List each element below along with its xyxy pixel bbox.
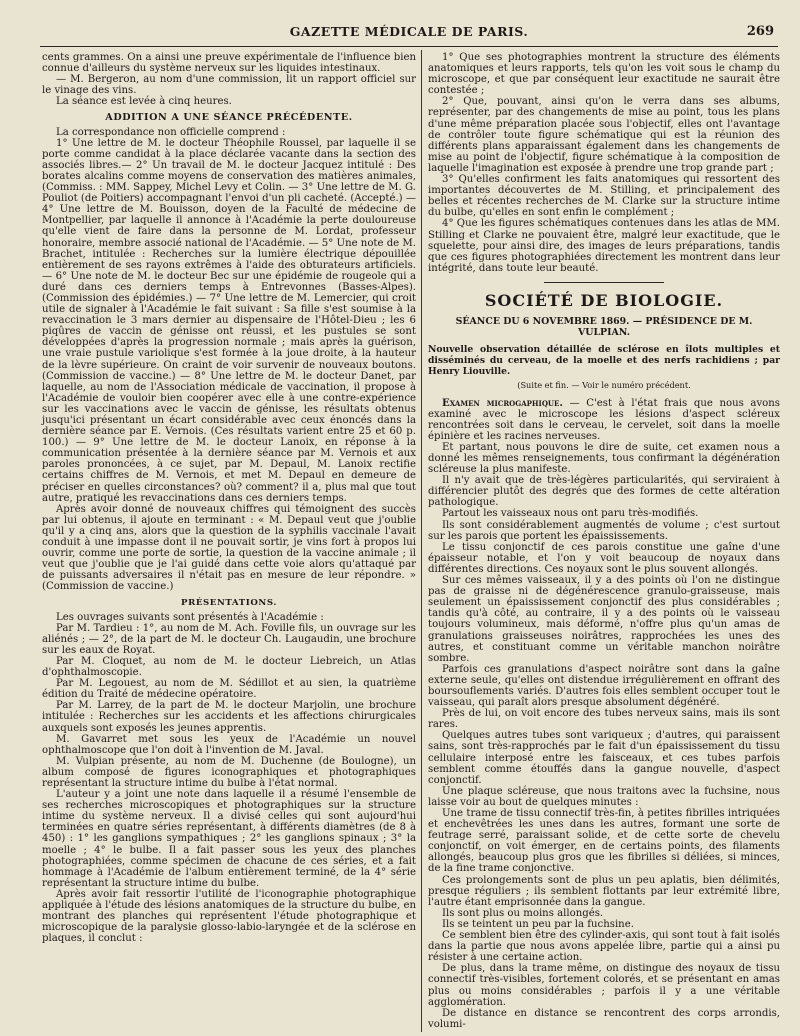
paragraph: Par M. Tardieu : 1°, au nom de M. Ach. Foville fils, un ouvrage sur les aliénés ; — 2°, de la part de M. le docteur Ch. Laugaudin, une brochure sur les eaux de Royat. [42, 622, 416, 656]
paragraph: Ils se teintent un peu par la fuchsine. [442, 918, 634, 930]
paragraph: Ils sont considérablement augmentés de volume ; c'est surtout sur les parois que portent les épaississements. [428, 519, 780, 542]
paragraph [428, 398, 780, 442]
paragraph: Par M. Larrey, de la part de M. le docteur Marjolin, une brochure intitulée : Recherches sur les accidents et les affections chirurgicales auxquels sont exposés les jeunes apprentis. [42, 700, 416, 734]
society-title: SOCIÉTÉ DE BIOLOGIE. [484, 290, 724, 310]
paragraph: cents grammes. On a ainsi une preuve expérimentale de l'influence bien connue d'ailleurs du système nerveux sur les liquides intestinaux. [42, 52, 416, 75]
paragraph: 1° Une lettre de M. le docteur Théophile Roussel, par laquelle il se porte comme candidat à la place déclarée vacante dans la section des associés libres.— 2° Un travail de M. le docteur Jacquez intitulé : Des borates alcalins comme moyens de conservation des matières animales, (Commiss. : MM. Sappey, Michel Levy et Colin. — 3° Une lettre de M. G. Pouliot (de Poitiers) accompagnant l'envoi d'un pli cacheté. (Accepté.) — 4° Une lettre de M. Bouisson, doyen de la Faculté de médecine de Montpellier, par laquelle il annonce à l'Académie la perte douloureuse qu'elle vient de faire dans la personne de M. Lordat, professeur honoraire, membre associé national de l'Académie. — 5° Une note de M. Brachet, intitulée : Recherches sur la lumière électrique dépouillée entièrement de ses rayons extrêmes à l'aide des obturateurs artificiels. — 6° Une note de M. le docteur Bec sur une épidémie de rougeole qui a duré dans ces derniers temps à Entrevonnes (Basses-Alpes). (Commission des épidémies.) — 7° Une lettre de M. Lemercier, qui croit utile de signaler à l'Académie le fait suivant : Sa fille s'est soumise à la revaccination le 3 mars dernier au dispensaire de l'Hôtel-Dieu ; les 6 piqûres de vaccin de génisse ont réussi, et les pustules se sont développées d'après la progression normale ; mais après la guérison, une vraie pustule variolique s'est formée à la joue droite, à la hauteur de la lèvre supérieure. On craint de voir survenir de nouveaux boutons. (Commission de vaccine.) — 8° Une lettre de M. le docteur Danet, par laquelle, au nom de l'Association médicale de vaccination, il propose à l'Académie de vouloir bien coopérer avec elle à une contre-expérience sur les vaccinations avec le vaccin de génisse, les résultats obtenus jusqu'ici présentant un écart considérable avec ceux énoncés dans la dernière séance par E. Vernois. (Ces résultats varient entre 25 et 60 p. 100.) — 9° Une lettre de M. le docteur Lanoix, en réponse à la communication présentée à la dernière séance par M. Vernois et aux paroles prononcées, à ce sujet, par M. Depaul, M. Lanoix rectifie certains chiffres de M. Vernois, et met M. Depaul en demeure de préciser en quelles circonstances? où? comment? il a, plus mal que tout autre, pratiqué les revaccinations dans ces derniers temps. [42, 137, 416, 504]
paragraph: La séance est levée à cinq heures. [56, 96, 232, 108]
continuation-note: (Suite et fin. — Voir le numéro précédent. [517, 380, 691, 391]
article-title: Nouvelle observation détaillée de sclérose en îlots multiples et disséminés du cerveau, de la moelle et des nerfs rachidiens ; par Henry Liouville. [428, 344, 780, 378]
paragraph: La correspondance non officielle comprend : [56, 126, 286, 138]
paragraph: Après avoir fait ressortir l'utilité de l'iconographie photographique appliquée à l'étude des lésions anatomiques de la structure du bulbe, en montrant des planches qui représentent l'étude photographique et microscopique de la paralysie glosso-labio-laryngée et de la sclérose en plaques, il conclut : [42, 888, 416, 945]
paragraph: Il n'y avait que de très-légères particularités, qui serviraient à différencier plutôt des degrés que des formes de cette altération pathologique. [428, 475, 780, 509]
section-heading-addition: ADDITION A UNE SÉANCE PRÉCÉDENTE. [105, 112, 353, 124]
paragraph: — M. Bergeron, au nom d'une commission, lit un rapport officiel sur le vinage des vins. [42, 74, 416, 97]
paragraph: 4° Que les figures schématiques contenues dans les atlas de MM. Stilling et Clarke ne pouvaient être, malgré leur exactitude, que le squelette, pour ainsi dire, des images de leurs préparations, tandis que ces figures photographiées directement les montrent dans leur intégrité, dans toute leur beauté. [428, 218, 780, 274]
paragraph: Quelques autres tubes sont variqueux ; d'autres, qui paraissent sains, sont très-rapprochés par le fait d'un épaississement du tissu cellulaire interposé entre les faisceaux, et ces tubes parfois semblent comme étouffés dans la gangue nouvelle, d'aspect conjonctif. [428, 730, 780, 786]
paragraph: Les ouvrages suivants sont présentés à l'Académie : [56, 611, 324, 623]
paragraph: M. Vulpian présente, au nom de M. Duchenne (de Boulogne), un album composé de figures iconographiques et photographiques représentant la structure intime du bulbe à l'état normal. [42, 755, 416, 789]
paragraph: 2° Que, pouvant, ainsi qu'on le verra dans ses albums, représenter, par des changements de mise au point, tous les plans d'une même préparation placée sous l'objectif, elles ont l'avantage de contrôler toute figure schématique qui est la réunion des différents plans apparaissant également dans les changements de mise au point de l'objectif, figure schématique à la composition de laquelle l'imagination est exposée à prendre une trop grande part ; [428, 96, 780, 174]
paragraph: Par M. Legouest, au nom de M. Sédillot et au sien, la quatrième édition du Traité de médecine opératoire. [42, 678, 416, 701]
paragraph: De plus, dans la trame même, on distingue des noyaux de tissu connectif très-visibles, fortement colorés, et se présentant en amas plus ou moins considérables ; parfois il y a une véritable agglomération. [428, 963, 780, 1008]
lead-in: Examen microgaphique. [442, 396, 563, 409]
paragraph: Une plaque scléreuse, que nous traitons avec la fuchsine, nous laisse voir au bout de quelques minutes : [428, 785, 780, 808]
paragraph: Ils sont plus ou moins allongés. [442, 907, 604, 919]
paragraph: Partout les vaisseaux nous ont paru très-modifiés. [442, 508, 699, 520]
paragraph: Près de lui, on voit encore des tubes nerveux sains, mais ils sont rares. [428, 708, 780, 731]
page-header [40, 24, 778, 46]
lead-text: — C'est à l'état frais que nous avons examiné avec le microscope les lésions d'aspect scléreux rencontrées soit dans le cerveau, le cervelet, soit dans la moelle épinière et les racines nerveuses. [428, 397, 780, 442]
section-rule [544, 282, 664, 283]
paragraph: M. Gavarret met sous les yeux de l'Académie un nouvel ophthalmoscope que l'on doit à l'invention de M. Javal. [42, 733, 416, 756]
paragraph: Ces prolongements sont de plus un peu aplatis, bien délimités, presque réguliers ; ils semblent flottants par leur extrémité libre, l'autre étant emprisonnée dans la gangue. [428, 874, 780, 908]
section-heading-presentations: PRÉSENTATIONS. [181, 597, 277, 608]
column-divider [421, 50, 422, 1032]
journal-title: GAZETTE MÉDICALE DE PARIS. [289, 24, 529, 39]
right-column [428, 52, 780, 1030]
paragraph: Le tissu conjonctif de ces parois constitue une gaîne d'une épaisseur notable, et l'on y voit beaucoup de noyaux dans différentes directions. Ces noyaux sont le plus souvent allongés. [428, 541, 780, 575]
paragraph: Parfois ces granulations d'aspect noirâtre sont dans la gaîne externe seule, qu'elles ont distendue irrégulièrement en offrant des boursouflements variés. D'autres fois elles semblent occuper tout le vaisseau, qui paraît alors presque absolument dégénéré. [428, 663, 780, 709]
paragraph: Par M. Cloquet, au nom de M. le docteur Liebreich, un Atlas d'ophthalmoscopie. [42, 655, 416, 679]
left-column [42, 52, 416, 944]
paragraph: 1° Que ses photographies montrent la structure des éléments anatomiques et leurs rapports, tels qu'on les voit sous le champ du microscope, et que par conséquent leur exactitude ne saurait être contestée ; [428, 52, 780, 97]
paragraph: Après avoir donné de nouveaux chiffres qui témoignent des succès par lui obtenus, il ajoute en terminant : « M. Depaul veut que j'oublie qu'il y a cinq ans, alors que la question de la syphilis vaccinale l'avait conduit à une impasse dont il ne pouvait sortir, je vins fort à propos lui ouvrir, comme une porte de sortie, la question de la vaccine animale ; il veut que j'oublie que je l'ai guidé dans cette voie alors qu'attaqué par de puissants adversaires il n'était pas en mesure de leur répondre. » (Commission de vaccine.) [42, 503, 416, 593]
paragraph: Une trame de tissu connectif très-fin, à petites fibrilles intriquées et enchevêtrées les unes dans les autres, formant une sorte de feutrage serré, paraissant solide, et de cette sorte de chevelu conjonctif, on voit émerger, en de certains points, des filaments allongés, beaucoup plus gros que les fibrilles si déliées, si minces, de la fine trame conjonctive. [428, 808, 780, 875]
page-number: 269 [746, 24, 774, 39]
paragraph: Et partant, nous pouvons le dire de suite, cet examen nous a donné les mêmes renseignements, tous confirmant la dégénération scléreuse la plus manifeste. [428, 441, 780, 476]
header-rule [40, 46, 778, 47]
paragraph: De distance en distance se rencontrent des corps arrondis, volumi- [428, 1007, 780, 1030]
session-heading: SÉANCE DU 6 NOVEMBRE 1869. — PRÉSIDENCE DE M. VULPIAN. [455, 315, 753, 339]
paragraph: 3° Qu'elles confirment les faits anatomiques qui ressortent des importantes découvertes de M. Stilling, et principalement des belles et récentes recherches de M. Clarke sur la structure intime du bulbe, qu'elles en sont enfin le complément ; [428, 174, 780, 219]
paragraph: Ce semblent bien être des cylinder-axis, qui sont tout à fait isolés dans la partie que nous avons appelée libre, partie qui a ainsi pu résister à une certaine action. [428, 930, 780, 964]
paragraph: Sur ces mêmes vaisseaux, il y a des points où l'on ne distingue pas de graisse ni de dégénérescence granulo-graisseuse, mais seulement un épaississement conjonctif des plus considérables ; tandis qu'à côté, au contraire, il y a des points où le vaisseau toujours volumineux, mais déformé, n'offre plus qu'un amas de granulations graisseuses noirâtres, rapprochées les unes des autres, et constituant comme un véritable manchon noirâtre sombre. [428, 575, 780, 664]
paragraph: L'auteur y a joint une note dans laquelle il a résumé l'ensemble de ses recherches microscopiques et photographiques sur la structure intime du système nerveux. Il a divisé celles qui sont aujourd'hui terminées en quatre séries représentant, à différents diamètres (de 8 à 450) : 1° les ganglions sympathiques ; 2° les ganglions spinaux ; 3° la moelle ; 4° le bulbe. Il a fait passer sous les yeux des planches photographiées, comme spécimen de chacune de ces séries, et a fait hommage à l'Académie de l'album entièrement terminé, de la 4° série représentant la structure intime du bulbe. [42, 789, 416, 889]
